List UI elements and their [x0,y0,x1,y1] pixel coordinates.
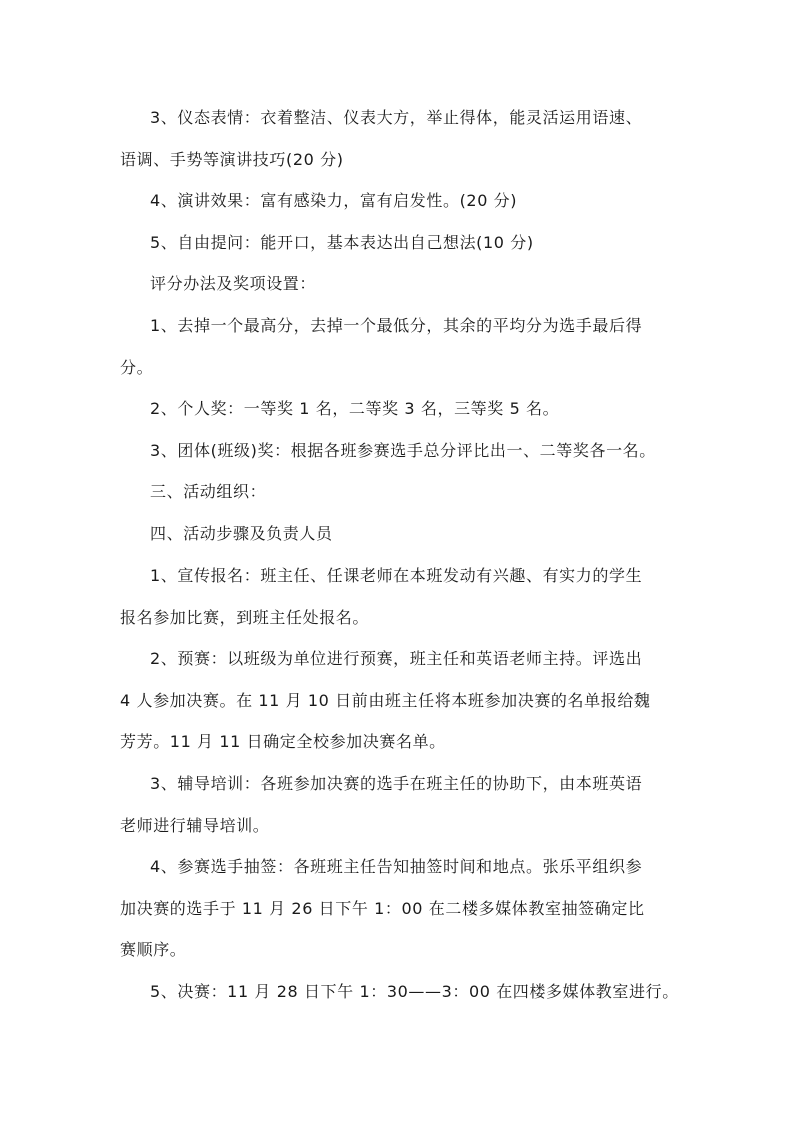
text-line: 4、演讲效果：富有感染力，富有启发性。(20 分) [150,191,518,210]
text-line: 4 人参加决赛。在 11 月 10 日前由班主任将本班参加决赛的名单报给魏 [120,690,651,710]
text-line: 赛顺序。 [120,940,187,959]
paragraph-method-average [120,305,680,388]
paragraph-scoring-effect [120,180,680,222]
text-line: 2、个人奖：一等奖 1 名，二等奖 3 名，三等奖 5 名。 [150,399,560,418]
text-line: 四、活动步骤及负责人员 [150,524,333,543]
text-line: 3、团体(班级)奖：根据各班参赛选手总分评比出一、二等奖各一名。 [150,441,656,460]
paragraph-individual-award [120,388,680,430]
text-line: 3、辅导培训：各班参加决赛的选手在班主任的协助下，由本班英语 [150,774,643,793]
text-line: 三、活动组织： [150,482,267,501]
text-line: 5、决赛：11 月 28 日下午 1：30——3：00 在四楼多媒体教室进行。 [150,982,679,1001]
paragraph-scoring-method-heading [120,263,680,305]
text-line: 分。 [120,357,154,377]
text-line: 3、仪态表情：衣着整洁、仪表大方，举止得体，能灵活运用语速、 [150,108,643,127]
paragraph-step-draw [120,846,680,971]
text-line: 1、宣传报名：班主任、任课老师在本班发动有兴趣、有实力的学生 [150,566,643,585]
heading-activity-organization [120,471,680,513]
paragraph-step-final [120,971,680,1013]
text-line: 4、参赛选手抽签：各班班主任告知抽签时间和地点。张乐平组织参 [150,857,643,876]
text-line: 1、去掉一个最高分，去掉一个最低分，其余的平均分为选手最后得 [150,316,643,335]
paragraph-step-training [120,763,680,846]
text-line: 5、自由提问：能开口，基本表达出自己想法(10 分) [150,233,534,252]
paragraph-step-registration [120,555,680,638]
heading-activity-steps [120,513,680,555]
text-line: 老师进行辅导培训。 [120,815,270,835]
paragraph-step-preliminary [120,638,680,763]
text-line: 语调、手势等演讲技巧(20 分) [120,149,344,169]
text-line: 2、预赛：以班级为单位进行预赛，班主任和英语老师主持。评选出 [150,649,643,668]
paragraph-scoring-demeanor [120,97,680,180]
text-line: 评分办法及奖项设置： [150,274,317,293]
paragraph-scoring-questions [120,222,680,264]
text-line: 报名参加比赛，到班主任处报名。 [120,607,370,627]
text-line: 芳芳。11 月 11 日确定全校参加决赛名单。 [120,732,446,751]
text-line: 加决赛的选手于 11 月 26 日下午 1：00 在二楼多媒体教室抽签确定比 [120,898,645,918]
paragraph-team-award [120,430,680,472]
